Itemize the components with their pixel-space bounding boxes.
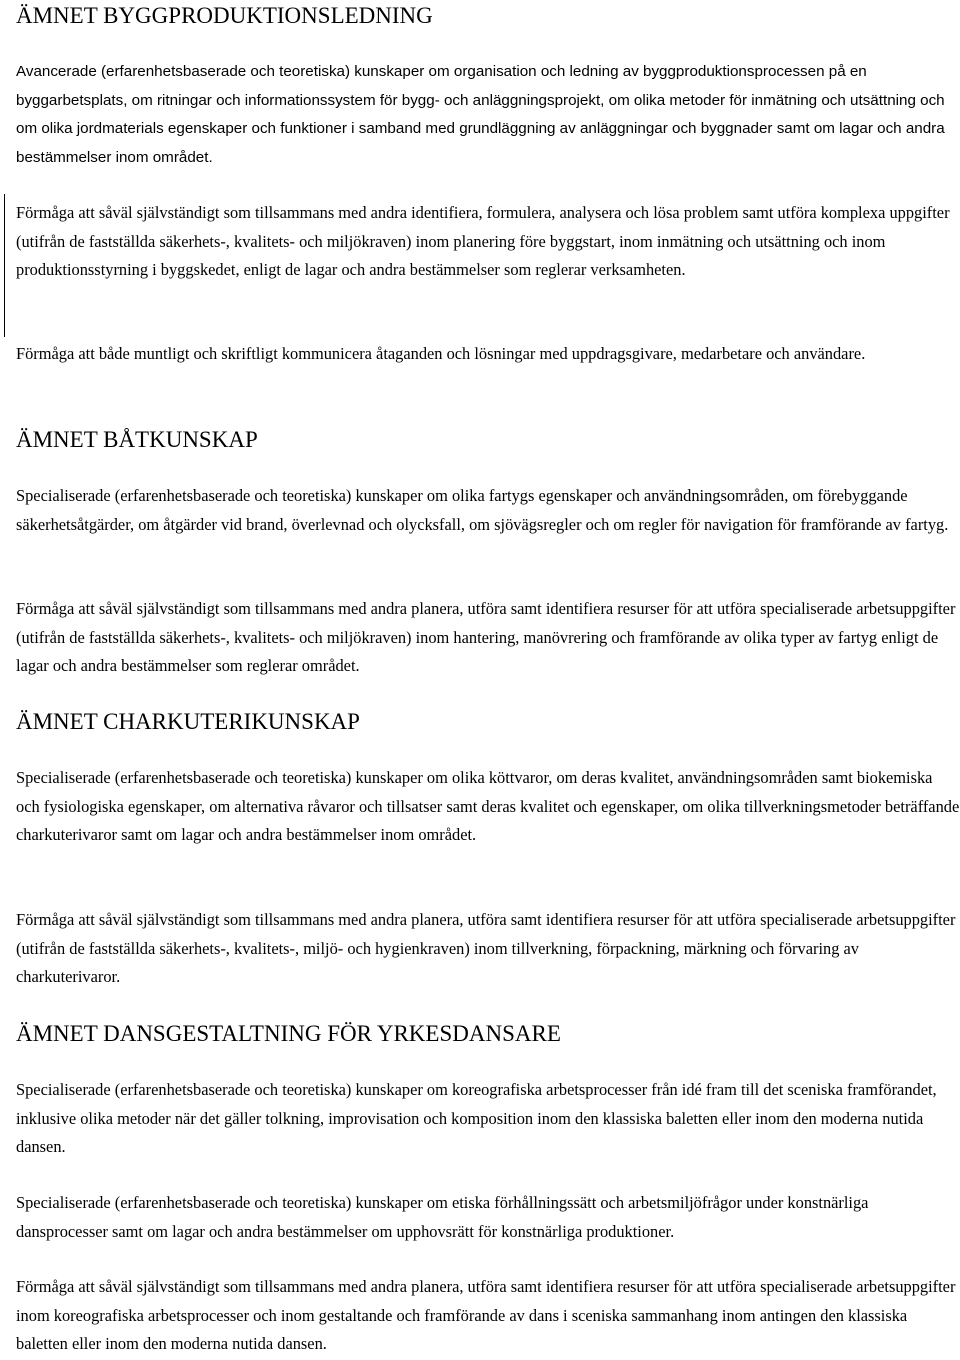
section-paragraph: Förmåga att såväl självständigt som tillsammans med andra planera, utföra samt identifiera resurser för att utföra specialiserade arbetsuppgifter inom koreografiska arbetsprocesser och inom gestaltande och framförande av dans i sceniska sammanhang inom antingen den klassiska baletten eller inom den moderna nutida dansen. — [16, 1277, 956, 1354]
section-heading: ÄMNET DANSGESTALTNING FÖR YRKESDANSARE — [16, 1021, 561, 1046]
section-paragraph: Specialiserade (erfarenhetsbaserade och teoretiska) kunskaper om koreografiska arbetsprocesser från idé fram till det sceniska framförandet, inklusive olika metoder när det gäller tolkning, improvisation och komposition inom den klassiska baletten eller inom den moderna nutida dansen. — [16, 1080, 937, 1157]
section-paragraph: Specialiserade (erfarenhetsbaserade och teoretiska) kunskaper om olika fartygs egenskaper och användningsområden, om förebyggande säkerhetsåtgärder, om åtgärder vid brand, överlevnad och olycksfall, om sjövägsregler och om regler för navigation för framförande av fartyg. — [16, 486, 949, 534]
section-heading: ÄMNET BÅTKUNSKAP — [16, 427, 258, 452]
section-heading: ÄMNET BYGGPRODUKTIONSLEDNING — [16, 3, 433, 28]
section-paragraph: Förmåga att såväl självständigt som tillsammans med andra planera, utföra samt identifiera resurser för att utföra specialiserade arbetsuppgifter (utifrån de fastställda säkerhets-, kvalitets- och miljökraven) inom hantering, manövrering och framförande av olika typer av fartyg enligt de lagar och andra bestämmelser som reglerar området. — [16, 599, 956, 676]
section-paragraph: Förmåga att såväl självständigt som tillsammans med andra planera, utföra samt identifiera resurser för att utföra specialiserade arbetsuppgifter (utifrån de fastställda säkerhets-, kvalitets-, miljö- och hygienkraven) inom tillverkning, förpackning, märkning och förvaring av charkuterivaror. — [16, 910, 956, 987]
section-paragraph: Förmåga att såväl självständigt som tillsammans med andra identifiera, formulera, analysera och lösa problem samt utföra komplexa uppgifter (utifrån de fastställda säkerhets-, kvalitets- och miljökraven) inom planering före byggstart, inom inmätning och utsättning och inom produktionsstyrning i byggskedet, enligt de lagar och andra bestämmelser som reglerar verksamheten. — [16, 203, 950, 280]
section-paragraph: Förmåga att både muntligt och skriftligt kommunicera åtaganden och lösningar med uppdragsgivare, medarbetare och användare. — [16, 344, 866, 363]
section-paragraph: Avancerade (erfarenhetsbaserade och teoretiska) kunskaper om organisation och ledning av byggproduktionsprocessen på en byggarbetsplats, om ritningar och informationssystem för bygg- och anläggningsprojekt, om olika metoder för inmätning och utsättning och om olika jordmaterials egenskaper och funktioner i samband med grundläggning av anläggningar och byggnader samt om lagar och andra bestämmelser inom området. — [16, 63, 945, 166]
revision-bar — [4, 194, 5, 337]
section-heading: ÄMNET CHARKUTERIKUNSKAP — [16, 709, 360, 734]
section-paragraph: Specialiserade (erfarenhetsbaserade och teoretiska) kunskaper om etiska förhållningssätt och arbetsmiljöfrågor under konstnärliga dansprocesser samt om lagar och andra bestämmelser om upphovsrätt för konstnärliga produktioner. — [16, 1193, 869, 1241]
section-paragraph: Specialiserade (erfarenhetsbaserade och teoretiska) kunskaper om olika köttvaror, om deras kvalitet, användningsområden samt biokemiska och fysiologiska egenskaper, om alternativa råvaror och tillsatser samt deras kvalitet och egenskaper, om olika tillverkningsmetoder beträffande charkuterivaror samt om lagar och andra bestämmelser inom området. — [16, 768, 960, 845]
